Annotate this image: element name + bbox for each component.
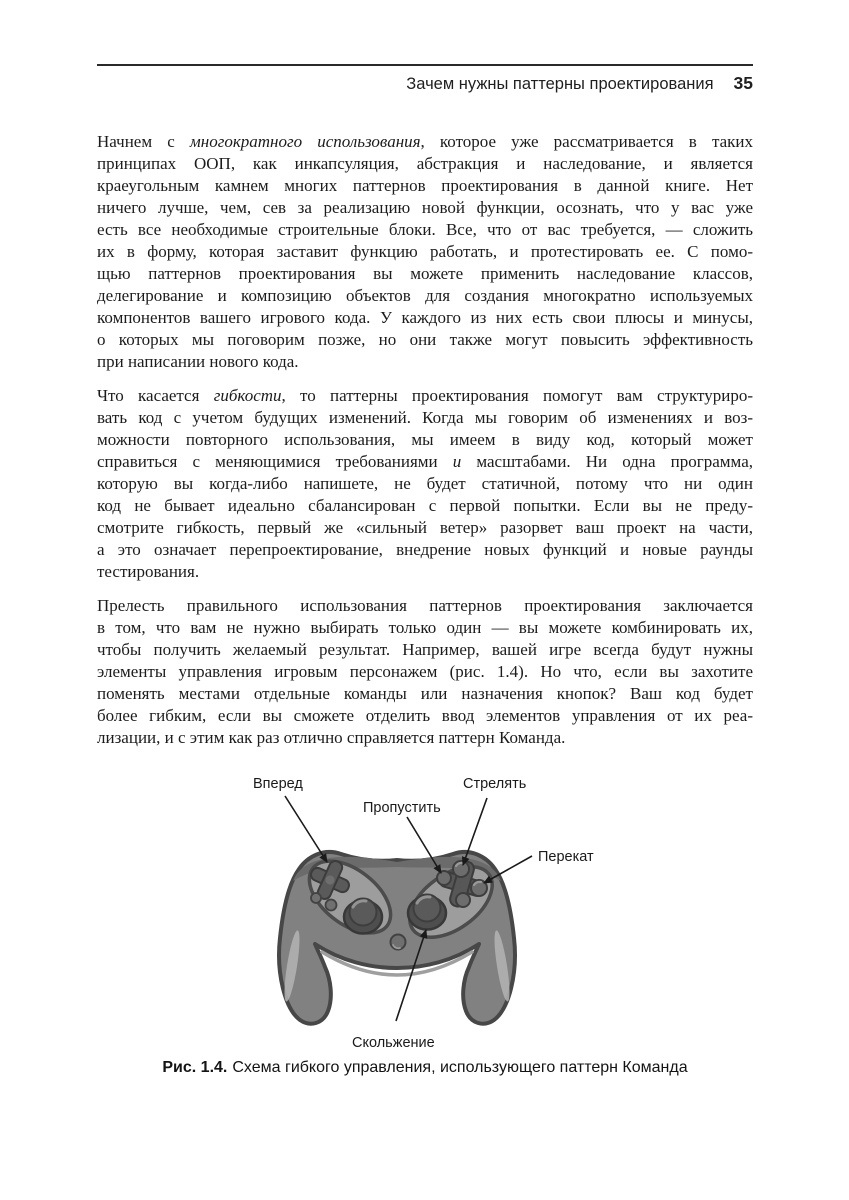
text-line: делегирование и композицию объектов для создания многократно используемых (97, 286, 753, 305)
text-line: лизации, и с этим как раз отлично справляется паттерн Команда. (97, 728, 566, 747)
page-number: 35 (733, 73, 753, 93)
left-small-button-1 (311, 893, 321, 903)
paragraph (97, 595, 753, 749)
right-stick (408, 895, 446, 930)
caption-text: Схема гибкого управления, использующего паттерн Команда (232, 1059, 688, 1076)
text-line: код не бывает идеально сбалансирован с первой попытки. Если вы не преду- (97, 496, 753, 515)
text-line: а это означает перепроектирование, внедрение новых функций и новые раунды (97, 540, 753, 559)
text-line: их в форму, которая заставит функцию работать, и протестировать ее. С помо- (97, 242, 753, 261)
text-line: тестирования. (97, 562, 200, 581)
skip-button (437, 871, 451, 885)
text-line: справиться с меняющимися требованиями и масштабами. Ни одна программа, (97, 452, 753, 471)
text-line: вать код с учетом будущих изменений. Когда мы говорим об изменениях и воз- (97, 408, 753, 427)
text-line: в том, что вам не нужно выбирать только один — вы можете комбинировать их, (97, 618, 753, 637)
text-line: ничего лучше, чем, сев за реализацию новой функции, осознать, что у вас уже (97, 198, 753, 217)
text-line: есть все необходимые строительные блоки. Все, что от вас требуется, — сложить (97, 220, 753, 239)
text-line: Начнем с многократного использования, которое уже рассматривается в таких (97, 132, 753, 151)
body-text (97, 131, 753, 761)
header-rule (97, 64, 753, 66)
text-line: можности повторного использования, мы имеем в виду код, который может (97, 430, 753, 449)
text-line: смотрите гибкость, первый же «сильный ветер» разорвет ваш проект на части, (97, 518, 753, 537)
label-skip: Пропустить (363, 800, 441, 816)
text-line: Что касается гибкости, то паттерны проектирования помогут вам структуриро- (97, 386, 753, 405)
text-line: о которых мы поговорим позже, но они также могут повысить эффективность (97, 330, 753, 349)
figure-caption (97, 1058, 753, 1078)
text-line: Прелесть правильного использования паттернов проектирования заключается (97, 596, 753, 615)
text-line: при написании нового кода. (97, 352, 299, 371)
text-line: элементы управления игровым персонажем (рис. 1.4). Но что, если вы захотите (97, 662, 753, 681)
caption-label: Рис. 1.4. (162, 1059, 228, 1076)
callout-line-forward (285, 796, 327, 862)
left-small-button-2 (326, 900, 337, 911)
text-line: поменять местами отдельные команды или назначения кнопок? Ваш код будет (97, 684, 753, 703)
running-title: Зачем нужны паттерны проектирования (406, 75, 714, 93)
text-line: принципах ООП, как инкапсуляция, абстракция и наследование, и является (97, 154, 753, 173)
text-line: чтобы получить желаемый результат. Например, вашей игре всегда будут нужны (97, 640, 753, 659)
running-head (97, 73, 753, 94)
bottom-button (456, 893, 470, 907)
text-line: компонентов вашего игрового кода. У каждого из них есть свои плюсы и минусы, (97, 308, 753, 327)
figure-1-4 (180, 770, 620, 1060)
gamepad-diagram (180, 770, 620, 1060)
label-roll: Перекат (538, 849, 594, 865)
text-line: более гибким, если вы сможете отделить ввод элементов управления от их реа- (97, 706, 753, 725)
text-line: краеугольным камнем многих паттернов проектирования в данной книге. Нет (97, 176, 753, 195)
left-stick (344, 899, 382, 934)
center-button (391, 935, 406, 950)
label-shoot: Стрелять (463, 776, 527, 792)
paragraph (97, 385, 753, 583)
paragraph (97, 131, 753, 373)
text-line: щью паттернов проектирования вы можете применить наследование классов, (97, 264, 753, 283)
text-line: которую вы когда-либо напишете, не будет статичной, потому что ни один (97, 474, 753, 493)
label-slide: Скольжение (352, 1035, 435, 1051)
label-forward: Вперед (253, 776, 303, 792)
